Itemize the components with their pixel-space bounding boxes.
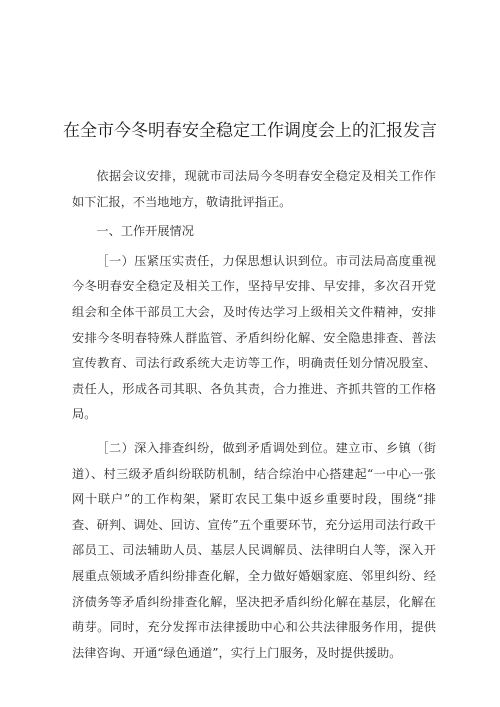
section-heading: 一、工作开展情况 xyxy=(96,224,194,239)
document-body xyxy=(72,164,436,666)
body-paragraph: ［二）深入排查纠纷，做到矛盾调处到位。建立市、乡镇（街道）、村三级矛盾纠纷联防机制，结合综治中心搭建起“一中心一张网十联户”的工作构架，紧盯农民工集中返乡重要时段，围绕“排查、研判、调处、回访、宣传”五个重要环节，充分运用司法行政干部员工、司法辅助人员、基层人民调解员、法律明白人等，深入开展重点领域矛盾纠纷排查化解，全力做好婚姻家庭、邻里纠纷、经济债务等矛盾纠纷排查化解，坚决把矛盾纠纷化解在基层，化解在萌芽。同时，充分发挥市法律援助中心和公共法律服务作用，提供法律咨询、开通“绿色通道”，实行上门服务，及时提供援助。 xyxy=(72,440,436,660)
intro-paragraph: 依据会议安排，现就市司法局今冬明春安全稳定及相关工作作如下汇报，不当地地方，敬请批评指正。 xyxy=(72,169,436,209)
body-paragraph: ［一）压紧压实责任，力保思想认识到位。市司法局高度重视今冬明春安全稳定及相关工作，坚持早安排、早安排，多次召开党组会和全体干部员工大会，及时传达学习上级相关文件精神，安排安排今冬明春特殊人群监管、矛盾纠纷化解、安全隐患排查、普法宣传教育、司法行政系统大走访等工作，明确责任划分情况股室、责任人，形成各司其职、各负其责，合力推进、齐抓共管的工作格局。 xyxy=(72,253,436,422)
document-title: 在全市今冬明春安全稳定工作调度会上的汇报发言 xyxy=(63,121,437,141)
